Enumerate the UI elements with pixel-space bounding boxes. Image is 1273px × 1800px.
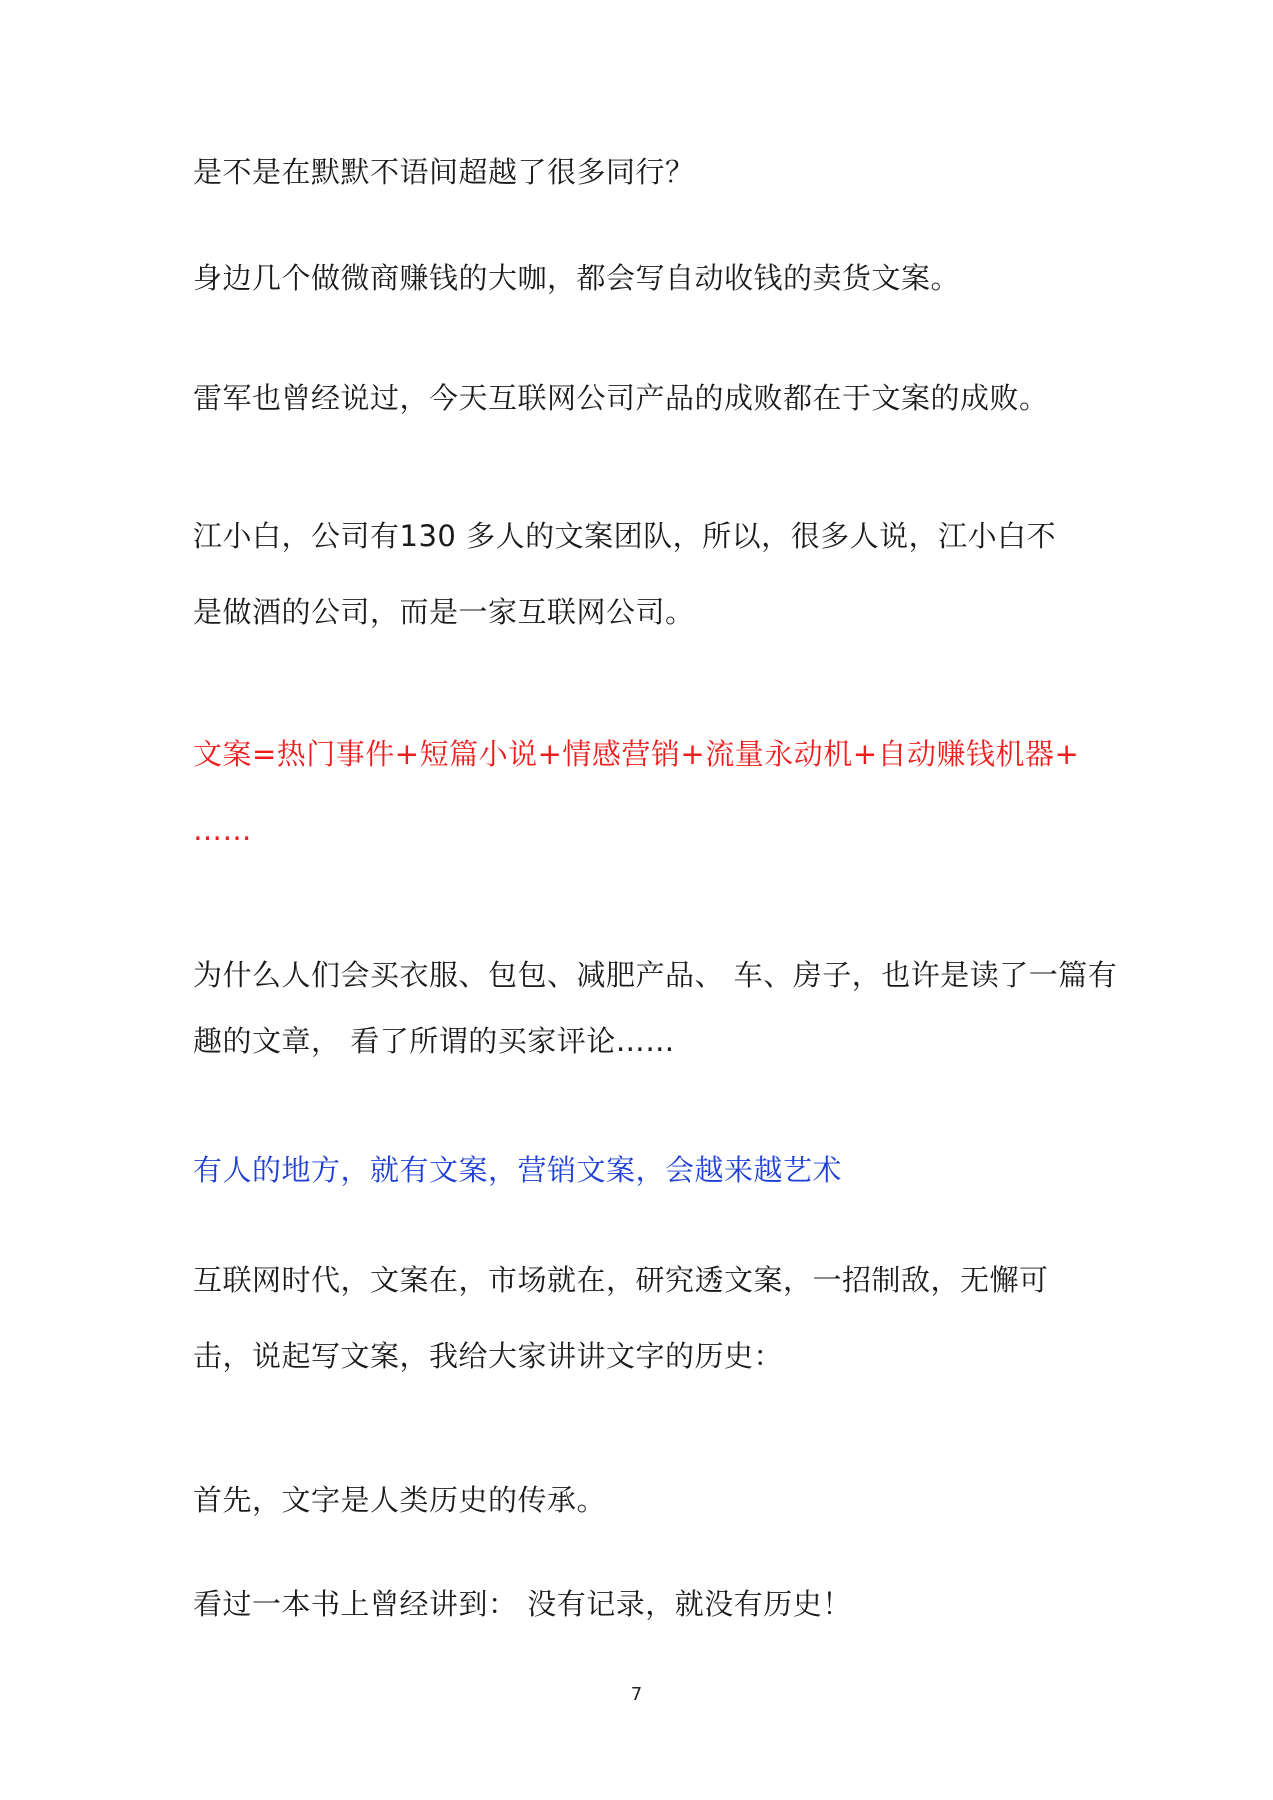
paragraph-line-8: 为什么人们会买衣服、包包、减肥产品、 车、房子，也许是读了一篇有 (193, 958, 1118, 992)
page-number: 7 (630, 1684, 643, 1705)
paragraph-line-1: 是不是在默默不语间超越了很多同行？ (193, 155, 695, 189)
paragraph-line-2: 身边几个做微商赚钱的大咖，都会写自动收钱的卖货文案。 (193, 261, 961, 295)
paragraph-line-4: 江小白，公司有130 多人的文案团队，所以，很多人说，江小白不 (193, 519, 1057, 553)
paragraph-line-12: 击，说起写文案，我给大家讲讲文字的历史： (193, 1339, 784, 1373)
paragraph-line-13: 首先，文字是人类历史的传承。 (193, 1483, 607, 1517)
paragraph-line-5: 是做酒的公司，而是一家互联网公司。 (193, 595, 695, 629)
paragraph-line-14: 看过一本书上曾经讲到： 没有记录，就没有历史！ (193, 1587, 852, 1621)
red-ellipsis-line: …… (193, 813, 252, 847)
paragraph-line-9: 趣的文章， 看了所谓的买家评论…… (193, 1024, 675, 1058)
blue-highlight-line: 有人的地方，就有文案，营销文案，会越来越艺术 (193, 1153, 843, 1187)
paragraph-line-11: 互联网时代，文案在，市场就在，研究透文案，一招制敌，无懈可 (193, 1263, 1049, 1297)
paragraph-line-3: 雷军也曾经说过，今天互联网公司产品的成败都在于文案的成败。 (193, 381, 1049, 415)
red-formula-line: 文案=热门事件+短篇小说+情感营销+流量永动机+自动赚钱机器+ (193, 737, 1080, 771)
